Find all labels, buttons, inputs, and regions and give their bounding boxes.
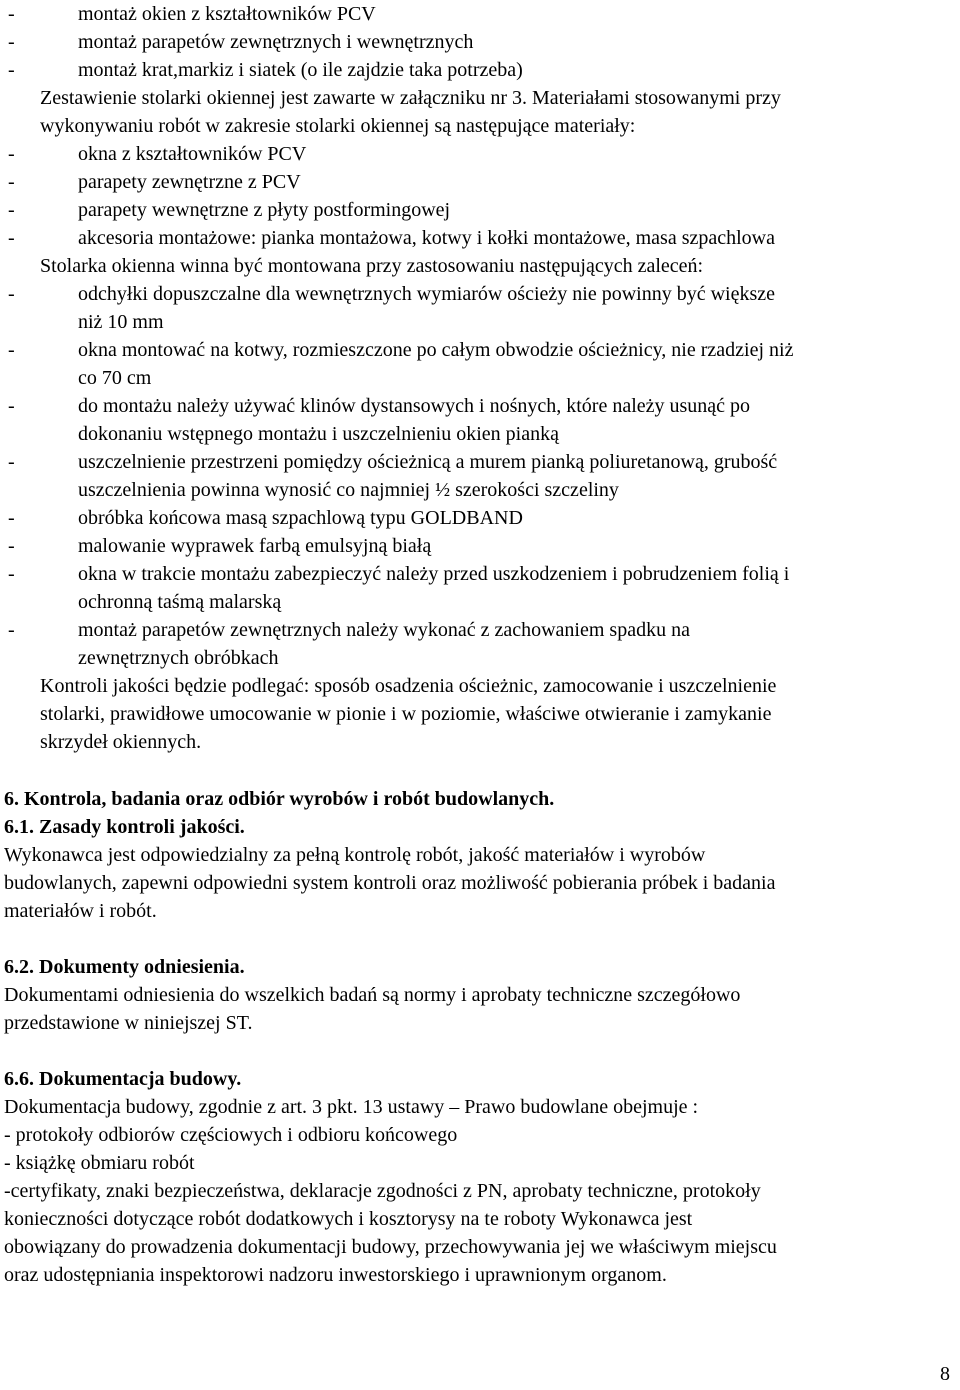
subsection-heading: 6.1. Zasady kontroli jakości.: [4, 816, 245, 838]
paragraph-line: Dokumentacja budowy, zgodnie z art. 3 pkt. 13 ustawy – Prawo budowlane obejmuje :: [4, 1096, 699, 1118]
paragraph-line: oraz udostępniania inspektorowi nadzoru inwestorskiego i uprawnionym organom.: [4, 1264, 667, 1286]
paragraph-line: konieczności dotyczące robót dodatkowych i kosztorysy na te roboty Wykonawca jest: [4, 1208, 693, 1230]
paragraph-line: stolarki, prawidłowe umocowanie w pionie i w poziomie, właściwe otwieranie i zamykanie: [40, 703, 772, 725]
page-number: 8: [940, 1363, 950, 1385]
paragraph-line: -certyfikaty, znaki bezpieczeństwa, deklaracje zgodności z PN, aprobaty techniczne, protokoły: [4, 1180, 761, 1202]
paragraph-line: przedstawione w niniejszej ST.: [4, 1012, 253, 1034]
section-heading: 6. Kontrola, badania oraz odbiór wyrobów i robót budowlanych.: [4, 788, 555, 810]
paragraph-line: skrzydeł okiennych.: [40, 731, 202, 753]
paragraph-line: obowiązany do prowadzenia dokumentacji budowy, przechowywania jej we właściwym miejscu: [4, 1236, 777, 1258]
subsection-heading: 6.2. Dokumenty odniesienia.: [4, 956, 245, 978]
subsection-heading: 6.6. Dokumentacja budowy.: [4, 1068, 242, 1090]
paragraph-line: budowlanych, zapewni odpowiedni system kontroli oraz możliwość pobierania próbek i badania: [4, 872, 776, 894]
paragraph-line: materiałów i robót.: [4, 900, 157, 922]
paragraph-line: Dokumentami odniesienia do wszelkich badań są normy i aprobaty techniczne szczegółowo: [4, 984, 741, 1006]
paragraph-line: - protokoły odbiorów częściowych i odbioru końcowego: [4, 1124, 458, 1146]
paragraph-line: - książkę obmiaru robót: [4, 1152, 195, 1174]
paragraph-line: Stolarka okienna winna być montowana przy zastosowaniu następujących zaleceń:: [40, 255, 704, 277]
paragraph-line: Kontroli jakości będzie podlegać: sposób osadzenia ościeżnic, zamocowanie i uszczelnienie: [40, 675, 777, 697]
paragraph-line: wykonywaniu robót w zakresie stolarki okiennej są następujące materiały:: [40, 115, 636, 137]
document-page: - montaż okien z kształtowników PCV - montaż parapetów zewnętrznych i wewnętrznych - montaż krat,markiz i siatek (o ile zajdzie taka potrzeba) Zestawienie stolarki okiennej jest zawarte w załączniku nr 3. Materiałami stosowanymi przy wykonywaniu robót w zakresie stolarki okiennej są następujące materiały: - okna z kształtowników PCV - parapety zewnętrzne z PCV - parapety wewnętrzne z płyty postformingowej - akcesoria montażowe: pianka montażowa, kotwy i kołki montażowe, masa szpachlowa Stolarka okienna winna być montowana przy zastosowaniu następujących zaleceń: - odchyłki dopuszczalne dla wewnętrznych wymiarów ościeży nie powinny być większe niż 10 mm - okna montować na kotwy, rozmieszczone po całym obwodzie ościeżnicy, nie rzadziej niż co 70 cm - do montażu należy używać klinów dystansowych i nośnych, które należy usunąć po dokonaniu wstępnego montażu i uszczelnieniu okien pianką - uszczelnienie przestrzeni pomiędzy ościeżnicą a murem pianką poliuretanową, grubość uszczelnienia powinna wynosić co najmniej ½ szerokości szczeliny - obróbka końcowa masą szpachlową typu GOLDBAND - malowanie wyprawek farbą emulsyjną białą - okna w trakcie montażu zabezpieczyć należy przed uszkodzeniem i pobrudzeniem folią i ochronną taśmą malarską - montaż parapetów zewnętrznych należy wykonać z zachowaniem spadku na zewnętrznych obróbkach Kontroli jakości będzie podlegać: sposób osadzenia ościeżnic, zamocowanie i uszczelnienie stolarki, prawidłowe umocowanie w pionie i w poziomie, właściwe otwieranie i zamykanie skrzydeł okiennych. 6. Kontrola, badania oraz odbiór wyrobów i robót budowlanych. 6.1. Zasady kontroli jakości. Wykonawca jest odpowiedzialny za pełną kontrolę robót, jakość materiałów i wyrobów budowlanych, zapewni odpowiedni system kontroli oraz możliwość pobierania próbek i badania materiałów i robót. 6.2. Dokumenty odniesienia. Dokumentami odniesienia do wszelkich badań są normy i aprobaty techniczne szczegółowo przedstawione w niniejszej ST. 6.6. Dokumentacja budowy. Dokumentacja budowy, zgodnie z art. 3 pkt. 13 ustawy – Prawo budowlane obejmuje : - protokoły odbiorów częściowych i odbioru końcowego - książkę obmiaru robót -certyfikaty, znaki bezpieczeństwa, deklaracje zgodności z PN, aprobaty techniczne, protokoły konieczności dotyczące robót dodatkowych i kosztorysy na te roboty Wykonawca jest obowiązany do prowadzenia dokumentacji budowy, przechowywania jej we właściwym miejscu oraz udostępniania inspektorowi nadzoru inwestorskiego i uprawnionym organom. 8: [4, 3, 950, 1385]
paragraph-line: Wykonawca jest odpowiedzialny za pełną kontrolę robót, jakość materiałów i wyrobów: [4, 844, 706, 866]
paragraph-line: Zestawienie stolarki okiennej jest zawarte w załączniku nr 3. Materiałami stosowanymi przy: [40, 87, 781, 109]
